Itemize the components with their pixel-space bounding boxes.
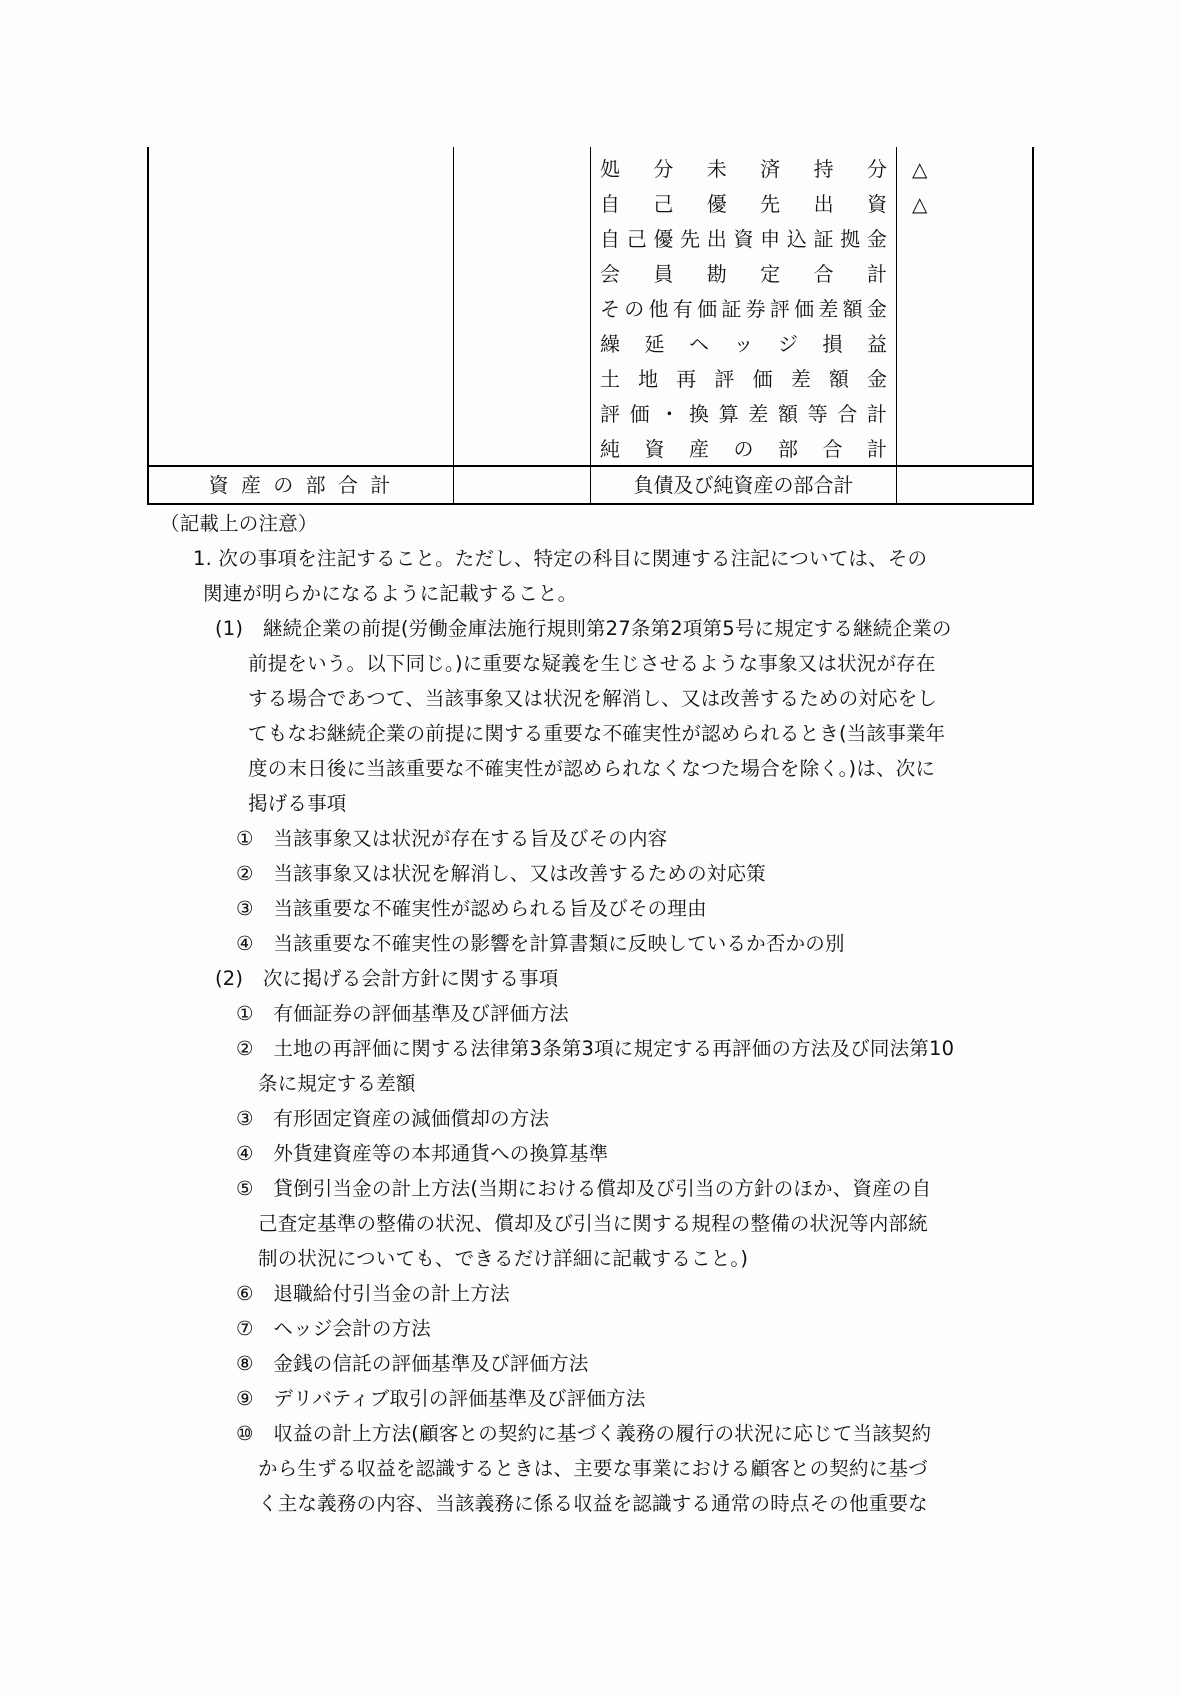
note-line: ① 当該事象又は状況が存在する旨及びその内容 (236, 827, 668, 850)
assets-total-label: 資 産 の 部 合 計 (208, 473, 394, 497)
note-line: 制の状況についても、できるだけ詳細に記載すること。) (258, 1247, 749, 1270)
negative-mark-triangle: △ (912, 192, 928, 216)
account-row: そ の 他 有 価 証 券 評 価 差 額 金 (600, 297, 887, 321)
table-border-left (147, 147, 149, 505)
account-row: 自 己 優 先 出 資 (600, 192, 887, 216)
note-line: ⑥ 退職給付引当金の計上方法 (236, 1282, 510, 1305)
note-line: 掲げる事項 (248, 792, 347, 815)
note-line: 関連が明らかになるように記載すること。 (203, 582, 578, 605)
table-border-right (1032, 147, 1034, 505)
account-row: 繰 延 ヘ ッ ジ 損 益 (600, 332, 887, 356)
liabilities-net-assets-total-label: 負債及び純資産の部合計 (633, 473, 854, 497)
note-line: ④ 当該重要な不確実性の影響を計算書類に反映しているか否かの別 (236, 932, 845, 955)
account-row: 評 価 ・ 換 算 差 額 等 合 計 (600, 402, 887, 426)
note-line: 度の末日後に当該重要な不確実性が認められなくなつた場合を除く。)は、次に (248, 757, 936, 780)
account-row: 自 己 優 先 出 資 申 込 証 拠 金 (600, 227, 887, 251)
note-line: 前提をいう。以下同じ。)に重要な疑義を生じさせるような事象又は状況が存在 (248, 652, 936, 675)
note-line: ④ 外貨建資産等の本邦通貨への換算基準 (236, 1142, 609, 1165)
account-row: 処 分 未 済 持 分 (600, 157, 887, 181)
account-row: 土 地 再 評 価 差 額 金 (600, 367, 887, 391)
note-line: ⑧ 金銭の信託の評価基準及び評価方法 (236, 1352, 589, 1375)
negative-mark-triangle: △ (912, 157, 928, 181)
notes-heading: （記載上の注意） (160, 512, 318, 535)
table-row-divider (147, 465, 1034, 467)
table-divider-col2 (453, 147, 454, 505)
table-divider-col3 (590, 147, 591, 505)
note-line: ⑦ ヘッジ会計の方法 (236, 1317, 431, 1340)
note-line: (1) 継続企業の前提(労働金庫法施行規則第27条第2項第5号に規定する継続企業の (215, 617, 952, 640)
note-line: ② 土地の再評価に関する法律第3条第3項に規定する再評価の方法及び同法第10 (236, 1037, 955, 1060)
note-line: ③ 有形固定資産の減価償却の方法 (236, 1107, 550, 1130)
table-divider-col4 (896, 147, 897, 505)
note-line: く主な義務の内容、当該義務に係る収益を認識する通常の時点その他重要な (258, 1492, 928, 1515)
note-line: から生ずる収益を認識するときは、主要な事業における顧客との契約に基づ (258, 1457, 928, 1480)
note-line: 己査定基準の整備の状況、償却及び引当に関する規程の整備の状況等内部統 (258, 1212, 928, 1235)
note-line: する場合であつて、当該事象又は状況を解消し、又は改善するための対応をし (248, 687, 938, 710)
table-border-bottom (147, 503, 1034, 505)
note-line: ⑨ デリバティブ取引の評価基準及び評価方法 (236, 1387, 646, 1410)
note-line: ① 有価証券の評価基準及び評価方法 (236, 1002, 569, 1025)
note-line: (2) 次に掲げる会計方針に関する事項 (215, 967, 559, 990)
note-line: 条に規定する差額 (258, 1072, 416, 1095)
account-row: 純 資 産 の 部 合 計 (600, 437, 887, 461)
note-line: ② 当該事象又は状況を解消し、又は改善するための対応策 (236, 862, 766, 885)
note-line: ③ 当該重要な不確実性が認められる旨及びその理由 (236, 897, 707, 920)
note-line: ⑩ 収益の計上方法(顧客との契約に基づく義務の履行の状況に応じて当該契約 (236, 1422, 932, 1445)
note-line: てもなお継続企業の前提に関する重要な不確実性が認められるとき(当該事業年 (248, 722, 946, 745)
account-row: 会 員 勘 定 合 計 (600, 262, 887, 286)
note-line: ⑤ 貸倒引当金の計上方法(当期における償却及び引当の方針のほか、資産の自 (236, 1177, 932, 1200)
note-line: 1. 次の事項を注記すること。ただし、特定の科目に関連する注記については、その (193, 547, 928, 570)
